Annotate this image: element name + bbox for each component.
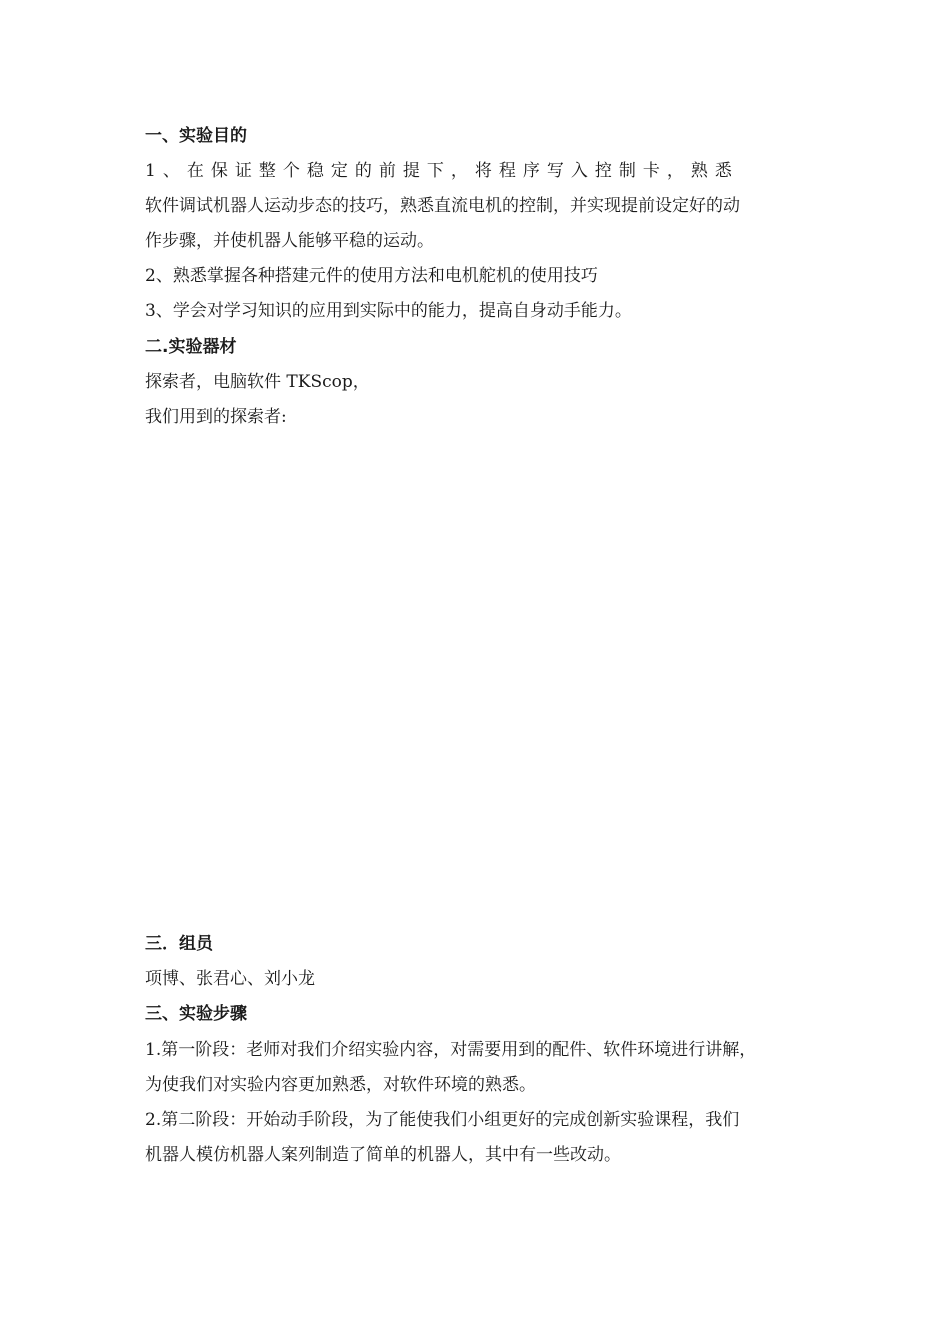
step-2-line-2: 机器人模仿机器人案列制造了简单的机器人，其中有一些改动。 [145,1145,621,1165]
blank-image-area [145,440,805,910]
step-2-line-1: 2.第二阶段：开始动手阶段，为了能使我们小组更好的完成创新实验课程，我们 [145,1110,740,1130]
section-heading-members: 三．组员 [145,934,213,954]
materials-line-1: 探索者，电脑软件 TKScop， [145,372,370,392]
purpose-item-1-line-2: 软件调试机器人运动步态的技巧，熟悉直流电机的控制，并实现提前设定好的动 [145,196,740,216]
purpose-item-2: 2、熟悉掌握各种搭建元件的使用方法和电机舵机的使用技巧 [145,266,598,286]
purpose-item-3: 3、学会对学习知识的应用到实际中的能力，提高自身动手能力。 [145,301,632,321]
step-1-line-1: 1.第一阶段：老师对我们介绍实验内容，对需要用到的配件、软件环境进行讲解， [145,1040,757,1060]
section-heading-materials: 二.实验器材 [145,337,237,357]
purpose-item-1-line-1: 1、在保证整个稳定的前提下，将程序写入控制卡，熟悉 [145,161,739,181]
section-heading-purpose: 一、实验目的 [145,126,247,146]
members-list: 项博、张君心、刘小龙 [145,969,315,989]
section-heading-steps: 三、实验步骤 [145,1004,247,1024]
step-1-line-2: 为使我们对实验内容更加熟悉，对软件环境的熟悉。 [145,1075,536,1095]
materials-line-2: 我们用到的探索者: [145,407,287,427]
purpose-item-1-line-3: 作步骤，并使机器人能够平稳的运动。 [145,231,434,251]
